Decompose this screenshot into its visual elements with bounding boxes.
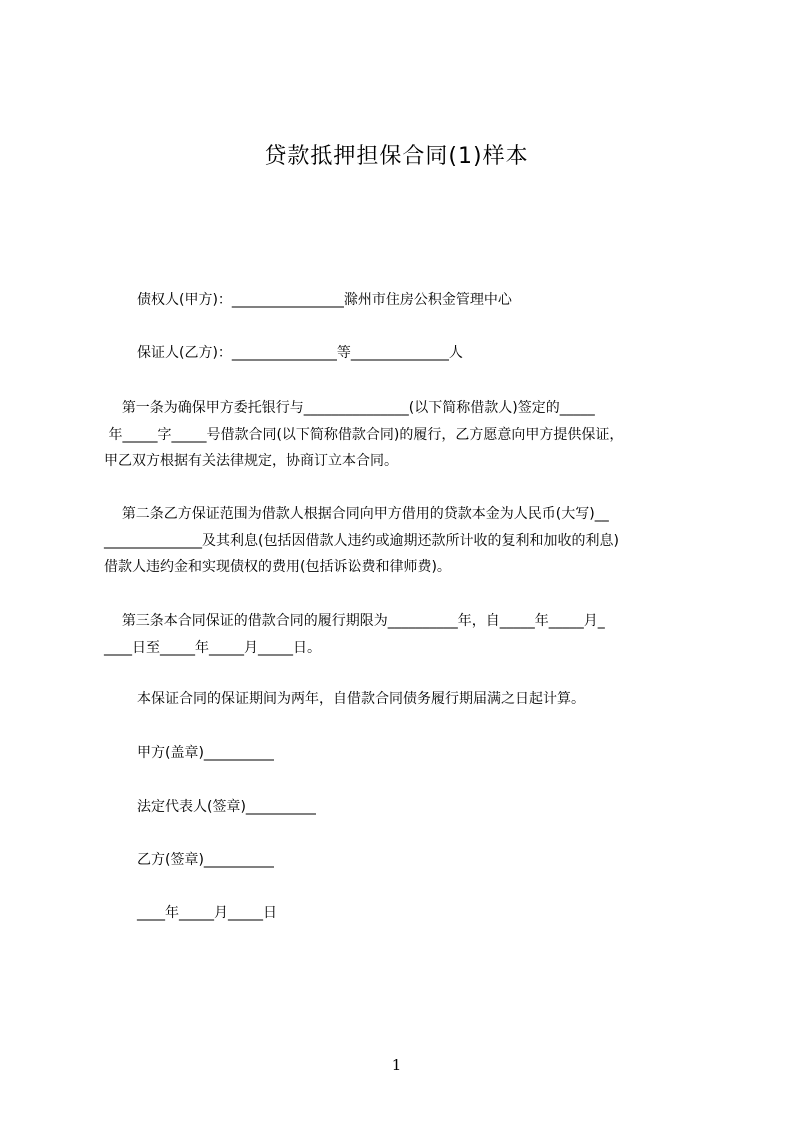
page-title: 贷款抵押担保合同(1)样本 [264, 144, 529, 169]
party-a-seal-line: 甲方(盖章)__________ [137, 745, 274, 761]
guarantee-period: 本保证合同的保证期间为两年，自借款合同债务履行期届满之日起计算。 [137, 691, 585, 707]
article-3: 第三条本合同保证的借款合同的履行期限为__________年，自_____年_____月_ ____日至_____年_____月_____日。 [104, 613, 605, 656]
date-line: ____年_____月_____日 [137, 905, 277, 921]
party-b-seal-line: 乙方(签章)__________ [137, 852, 274, 868]
page-number: 1 [391, 1056, 402, 1074]
article-1: 第一条为确保甲方委托银行与_______________(以下简称借款人)签定的_____ 年_____字_____号借款合同(以下简称借款合同)的履行，乙方愿意向甲方提供保证， 甲乙双方根据有关法律规定，协商订立本合同。 [104, 400, 624, 469]
legal-representative-line: 法定代表人(签章)__________ [137, 799, 316, 815]
creditor-line: 债权人(甲方)：________________滁州市住房公积金管理中心 [137, 292, 512, 308]
article-2: 第二条乙方保证范围为借款人根据合同向甲方借用的贷款本金为人民币(大写)__ ______________及其利息(包括因借款人违约或逾期还款所计收的复利和加收的利息) 借款人违约金和实现债权的费用(包括诉讼费和律师费)。 [104, 506, 619, 575]
guarantor-line: 保证人(乙方)：_______________等______________人 [137, 345, 463, 361]
